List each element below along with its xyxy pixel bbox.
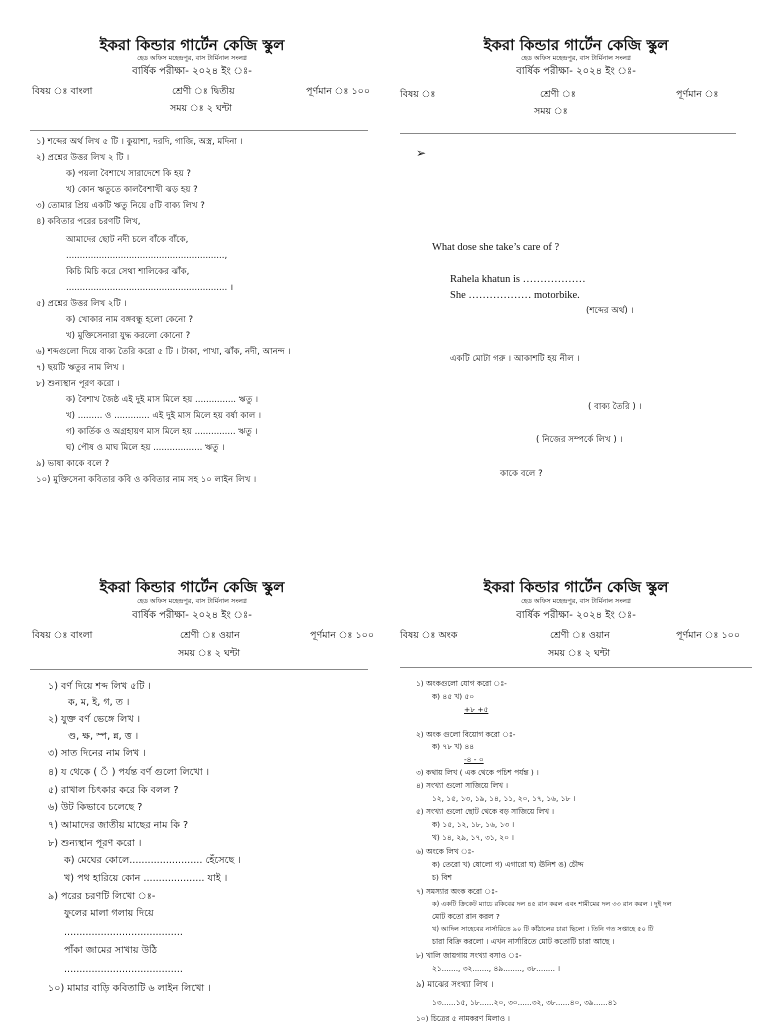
question-line: ৯) পরের চরণটি লিখো ঃ- <box>48 891 156 902</box>
question-line: .........................................................., <box>66 251 228 261</box>
question-line: ৭) আমাদের জাতীয় মাছের নাম কি ? <box>48 820 189 831</box>
question-line: ক) ৭৮ খ) ৪৪ <box>432 742 475 751</box>
question-line: ৬) উট কিভাবে চলেছে ? <box>48 802 143 813</box>
question-line: আমাদের ছোট নদী চলে বাঁকে বাঁকে, <box>66 235 189 245</box>
question-line: ৮) শুন্যস্থান পূরণ করো । <box>48 838 142 849</box>
question-line: ১০) মুক্তিসেনা কবিতার কবি ও কবিতার নাম সহ ১০ লাইন লিখ । <box>36 475 257 485</box>
question-line: ৩) তোমার প্রিয় একটি ঋতু নিয়ে ৫টি বাক্য লিখ ? <box>36 201 205 211</box>
question-line: -৪ - ০ <box>464 755 484 764</box>
question-line: ক) তেরো খ) ষোলো গ) এগারো ঘ) ঊনিশ ঙ) চৌদ্দ <box>432 860 584 869</box>
time-label: সময় ঃ ২ ঘন্টা <box>170 103 233 114</box>
fragment-make-sentence: ( বাক্য তৈরি ) । <box>588 402 642 412</box>
question-line: গ) কার্তিক ও অগ্রহায়ণ মাস মিলে হয় ............... ঋতু । <box>66 427 258 437</box>
time-label: সময় ঃ ২ ঘন্টা <box>548 648 611 659</box>
question-line: খ) কোন ঋতুতে কালবৈশাখী ঝড় হয় ? <box>66 185 198 195</box>
exam-sheet-math-class1 <box>384 512 768 1024</box>
school-name: ইকরা কিন্ডার গার্টেন কেজি স্কুল <box>483 578 669 596</box>
question-line: ....................................... <box>64 927 183 938</box>
question-line: ৯) ভাষা কাকে বলে ? <box>36 459 110 469</box>
header-divider <box>400 667 752 668</box>
question-line: চারা বিক্রি করলো । এখন নার্সারিতে মোট কতোটি চারা আছে । <box>432 937 615 946</box>
question-line: ....................................... <box>64 964 183 975</box>
exam-title: বার্ষিক পরীক্ষা- ২০২৪ ইং ঃ- <box>516 610 636 621</box>
header-divider <box>30 669 368 670</box>
question-line: ১২, ১৫, ১৩, ১৯, ১৪, ১১, ২০, ১৭, ১৬, ১৮ । <box>432 794 576 803</box>
question-line: ক) বৈশাখ জৈষ্ঠ এই দুই মাস মিলে হয় ............... ঋতু । <box>66 395 259 405</box>
school-name: ইকরা কিন্ডার গার্টেন কেজি স্কুল <box>99 578 285 596</box>
question-line: মোট কতো রান করল ? <box>432 912 500 921</box>
class-label: শ্রেণী ঃ দ্বিতীয় <box>172 86 235 97</box>
question-line: ক) খোকার নাম বঙ্গবন্ধু হলো কেনো ? <box>66 315 194 325</box>
english-blank-1: Rahela khatun is ……………… <box>450 274 586 285</box>
fragment-word-meaning: (শব্দের অর্থ) । <box>586 306 634 316</box>
header-divider <box>30 130 368 131</box>
fragment-define: কাকে বলে ? <box>500 469 543 479</box>
question-line: খ) ......... ও ............. এই দুই মাস মিলে হয় বর্ষা কাল । <box>66 411 262 421</box>
question-line: ক) ৪৫ খ) ৫০ <box>432 692 475 701</box>
question-line: ক, ম, ই, গ, ত । <box>68 697 130 708</box>
school-name: ইকরা কিন্ডার গার্টেন কেজি স্কুল <box>99 36 285 54</box>
question-line: ণ্ড, ক্ষ, স্প, ন্ন, ত্ত । <box>68 731 139 742</box>
question-line: ক) পয়লা বৈশাখে সারাদেশে কি হয় ? <box>66 169 191 179</box>
school-address: হেড অফিস মহেন্দ্রপুর, বাস টার্মিনাল সংলগ্ন <box>521 597 631 605</box>
english-question: What dose she take’s care of ? <box>432 242 560 253</box>
question-line: ২) যুক্ত বর্ণ ভেঙ্গে লিখ । <box>48 714 141 725</box>
school-address: হেড অফিস মহেন্দ্রপুর, বাস টার্মিনাল সংলগ্ন <box>137 597 247 605</box>
question-line: ৩) সাত দিনের নাম লিখ । <box>48 748 146 759</box>
question-line: ফুলের মালা গলায় দিয়ে <box>64 908 154 919</box>
exam-sheet-blank-template <box>384 0 768 512</box>
question-line: ৫) সংখ্যা গুলো ছোট থেকে বড় সাজিয়ে লিখ । <box>416 807 555 816</box>
question-line: ১) শব্দের অর্থ লিখ ৫ টি । কুয়াশা, দরদি, গাজি, অস্ত্র, মদিনা । <box>36 137 243 147</box>
question-line: খ) আদিল সাহেবের নার্সারিতে ৯০ টি কাঁঠালের চারা ছিলো । তিনি গত সপ্তাহে ৫০ টি <box>432 925 654 933</box>
question-line: খ) ১৪, ২৯, ১৭, ৩১, ২০ । <box>432 833 514 842</box>
class-label: শ্রেণী ঃ ওয়ান <box>550 630 610 641</box>
school-name: ইকরা কিন্ডার গার্টেন কেজি স্কুল <box>483 36 669 54</box>
question-line: ৫) প্রশ্নের উত্তর লিখ ২টি । <box>36 299 127 309</box>
question-line: ৭) সমস্যার অংক করো ঃ- <box>416 887 498 896</box>
exam-title: বার্ষিক পরীক্ষা- ২০২৪ ইং ঃ- <box>516 66 636 77</box>
question-line: খ) পথ হারিয়ে কোন .................... যাই । <box>64 873 228 884</box>
fragment-about-self: ( নিজের সম্পর্কে লিখ ) । <box>536 435 623 445</box>
question-line: ৬) শব্দগুলো দিয়ে বাক্য তৈরি করো ৫ টি । টাকা, পাখা, ঝাঁক, নদী, আনন্দ । <box>36 347 291 357</box>
question-line: ........................................................... । <box>66 283 234 293</box>
question-line: ৪) য থেকে ( ঁ ) পর্যন্ত বর্ণ গুলো লিখো । <box>48 767 210 778</box>
class-label: শ্রেণী ঃ <box>540 89 576 100</box>
question-line: ৯) মাঝের সংখ্যা লিখ । <box>416 979 494 989</box>
exam-sheet-bangla-class2 <box>0 0 384 512</box>
question-line: ৫) রাখাল চিৎকার করে কি বলল ? <box>48 785 179 796</box>
question-line: ৬) অংকে লিখ ঃ- <box>416 847 475 856</box>
question-line: ৩) কথায় লিখ ( এক থেকে পচিশ পর্যন্ত ) । <box>416 768 539 777</box>
subject-label: বিষয় ঃ বাংলা <box>32 630 93 641</box>
question-line: ১) অংকগুলো যোগ করো ঃ- <box>416 679 507 688</box>
question-line: ক) মেঘের কোলে........................ হেঁসেছে । <box>64 855 241 866</box>
header-divider <box>400 133 736 134</box>
question-line: ৮) শুন্যস্থান পূরণ করো । <box>36 379 120 389</box>
subject-label: বিষয় ঃ বাংলা <box>32 86 93 97</box>
time-label: সময় ঃ ২ ঘন্টা <box>178 648 241 659</box>
exam-title: বার্ষিক পরীক্ষা- ২০২৪ ইং ঃ- <box>132 610 252 621</box>
question-line: ৪) কবিতার পরের চরণটি লিখ, <box>36 217 141 227</box>
question-line: +৮ +৫ <box>464 705 489 714</box>
question-line: ৭) ছয়টি ঋতুর নাম লিখ । <box>36 363 125 373</box>
exam-title: বার্ষিক পরীক্ষা- ২০২৪ ইং ঃ- <box>132 66 252 77</box>
question-line: ক) একটি ক্রিকেট ম্যাচে রকিবের দল ৪৫ রান করল এবং শামীমের দল ৩৩ রান করল । দুই দল <box>432 900 672 908</box>
question-line: কিচি মিচি করে সেথা শালিকের ঝাঁক, <box>66 267 190 277</box>
question-line: ২) প্রশ্নের উত্তর লিখ ২ টি । <box>36 153 130 163</box>
question-line: ১০) মামার বাড়ি কবিতাটি ৬ লাইন লিখো । <box>48 983 211 994</box>
subject-label: বিষয় ঃ <box>400 89 436 100</box>
question-line: ১) বর্ণ দিয়ে শব্দ লিখ ৫টি । <box>48 681 151 692</box>
english-blank-2: She ……………… motorbike. <box>450 290 580 301</box>
school-address: হেড অফিস মহেন্দ্রপুর, বাস টার্মিনাল সংলগ্ন <box>137 54 247 62</box>
subject-label: বিষয় ঃ অংক <box>400 630 458 641</box>
marks-label: পূর্ণমান ঃ <box>676 89 719 100</box>
question-line: চ) বিশ <box>432 873 452 882</box>
marks-label: পূর্ণমান ঃ ১০০ <box>676 630 741 641</box>
marks-label: পূর্ণমান ঃ ১০০ <box>306 86 371 97</box>
school-address: হেড অফিস মহেন্দ্রপুর, বাস টার্মিনাল সংলগ্ন <box>521 54 631 62</box>
exam-sheet-bangla-class1 <box>0 512 384 1024</box>
question-line: ১৩......১৫, ১৮......২০, ৩০......৩২, ৩৮......৪০, ৩৯......৪১ <box>432 998 618 1007</box>
marks-label: পূর্ণমান ঃ ১০০ <box>310 630 375 641</box>
question-line: ২) অংক গুলো বিয়োগ করো ঃ- <box>416 730 516 739</box>
question-line: ক) ১৫, ১২, ১৮, ১৬, ১৩ । <box>432 820 515 829</box>
arrow-bullet-icon: ➢ <box>416 146 427 160</box>
time-label: সময় ঃ <box>534 106 568 117</box>
class-label: শ্রেণী ঃ ওয়ান <box>180 630 240 641</box>
question-line: ১০) চিত্রের ৫ নামকরণ মিলাও । <box>416 1014 510 1023</box>
question-line: ঘ) পৌষ ও মাঘ মিলে হয় .................. ঋতু । <box>66 443 225 453</box>
question-line: ৪) সংখ্যা গুলো সাজিয়ে লিখ । <box>416 781 508 790</box>
question-line: খ) মুক্তিসেনারা যুদ্ধ করলো কোনো ? <box>66 331 191 341</box>
question-line: পাঁকা জামের সাখায় উঠি <box>64 945 157 956</box>
question-line: ২১......., ৩২......., ৪৯........, ৩৮........ । <box>432 964 560 973</box>
fragment-sentences: একটি মোটা গরু । আকাশটি হয় নীল । <box>450 354 580 364</box>
question-line: ৮) খালি জায়গায় সংখ্যা বসাও ঃ- <box>416 951 522 960</box>
